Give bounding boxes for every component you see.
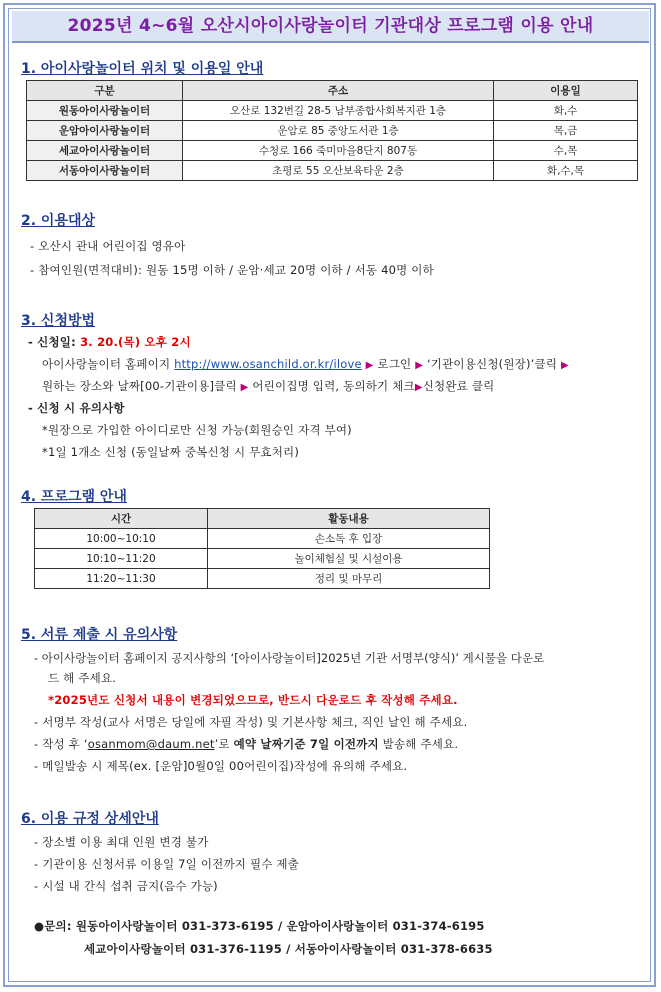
doc-line: - 서명부 작성(교사 서명은 당일에 자필 작성) 및 기본사항 체크, 직인 날인 해 주세요.: [34, 715, 468, 729]
table-row: [35, 569, 490, 589]
table-cell: 수청로 166 죽미마을8단지 807동: [183, 141, 494, 161]
section-1-heading: 1. 아이사랑놀이터 위치 및 이용일 안내: [21, 61, 264, 77]
table-cell: 원동아이사랑놀이터: [27, 101, 183, 121]
rule-line: - 시설 내 간식 섭취 금지(음수 가능): [34, 879, 218, 893]
section-6-heading: 6. 이용 규정 상세안내: [21, 811, 159, 827]
page-title-bar: [12, 11, 649, 43]
contact-line: ●문의: 원동아이사랑놀이터 031-373-6195 / 운암아이사랑놀이터 031-374-6195: [34, 919, 485, 933]
table-row: [27, 141, 638, 161]
table-cell: 10:00~10:10: [35, 529, 208, 549]
table-header-row: [35, 509, 490, 529]
rule-line: - 장소별 이용 최대 인원 변경 불가: [34, 835, 209, 849]
table-cell: 화,수,목: [494, 161, 638, 181]
doc-line: - 작성 후 ‘osanmom@daum.net’로 예약 날짜기준 7일 이전까지 발송해 주세요.: [34, 737, 459, 751]
caution-line: *1일 1개소 신청 (동일날짜 중복신청 시 무효처리): [42, 445, 300, 459]
table-row: [27, 121, 638, 141]
table-cell: 수,목: [494, 141, 638, 161]
page-title: 2025년 4~6월 오산시아이사랑놀이터 기관대상 프로그램 이용 안내: [67, 16, 594, 36]
table-header: 주소: [183, 81, 494, 101]
arrow-icon: ▶: [415, 360, 424, 371]
arrow-icon: ▶: [240, 382, 249, 393]
table-cell: 오산로 132번길 28-5 남부종합사회복지관 1층: [183, 101, 494, 121]
table-cell: 운암로 85 중앙도서관 1층: [183, 121, 494, 141]
table-header: 시간: [35, 509, 208, 529]
section-5-heading: 5. 서류 제출 시 유의사항: [21, 627, 178, 643]
doc-line: - 메일발송 시 제목(ex. [운암]0월0일 00어린이집)작성에 유의해 주세요.: [34, 759, 408, 773]
table-header: 이용일: [494, 81, 638, 101]
caution-heading: - 신청 시 유의사항: [28, 401, 125, 415]
section-2-heading: 2. 이용대상: [21, 213, 96, 229]
table-cell: 운암아이사랑놀이터: [27, 121, 183, 141]
doc-line: 드 해 주세요.: [48, 671, 117, 685]
table-header: 구분: [27, 81, 183, 101]
apply-date-value: 3. 20.(목) 오후 2시: [80, 335, 191, 349]
table-header: 활동내용: [208, 509, 490, 529]
rule-line: - 기관이용 신청서류 이용일 7일 이전까지 필수 제출: [34, 857, 300, 871]
table-cell: 11:20~11:30: [35, 569, 208, 589]
apply-date-line: - 신청일: 3. 20.(목) 오후 2시: [28, 335, 191, 349]
contact-line: 세교아이사랑놀이터 031-376-1195 / 서동아이사랑놀이터 031-378-6635: [84, 942, 493, 956]
doc-line: - 아이사랑놀이터 홈페이지 공지사항의 ‘[아이사랑놀이터]2025년 기관 서명부(양식)’ 게시물을 다운로: [34, 651, 545, 665]
table-row: [27, 101, 638, 121]
table-cell: 화,수: [494, 101, 638, 121]
target-line: - 오산시 관내 어린이집 영유아: [30, 239, 186, 253]
arrow-icon: ▶: [414, 382, 423, 393]
arrow-icon: ▶: [365, 360, 374, 371]
arrow-icon: ▶: [560, 360, 569, 371]
table-cell: 놀이체험실 및 시설이용: [208, 549, 490, 569]
section-4-heading: 4. 프로그램 안내: [21, 489, 127, 505]
table-header-row: [27, 81, 638, 101]
table-cell: 목,금: [494, 121, 638, 141]
program-table: [34, 508, 490, 589]
caution-line: *원장으로 가입한 아이디로만 신청 가능(회원승인 자격 부여): [42, 423, 352, 437]
homepage-link[interactable]: http://www.osanchild.or.kr/ilove: [174, 357, 362, 371]
table-cell: 10:10~11:20: [35, 549, 208, 569]
table-cell: 초평로 55 오산보육타운 2층: [183, 161, 494, 181]
table-cell: 정리 및 마무리: [208, 569, 490, 589]
table-cell: 손소독 후 입장: [208, 529, 490, 549]
apply-step-line-1: 아이사랑놀이터 홈페이지 http://www.osanchild.or.kr/ilove ▶ 로그인 ▶ ‘기관이용신청(원장)’클릭 ▶: [42, 357, 569, 371]
section-3-heading: 3. 신청방법: [21, 313, 96, 329]
target-line: - 참여인원(면적대비): 원동 15명 이하 / 운암·세교 20명 이하 / 서동 40명 이하: [30, 263, 434, 277]
doc-warning: *2025년도 신청서 내용이 변경되었으므로, 반드시 다운로드 후 작성해 주세요.: [48, 693, 458, 707]
table-cell: 세교아이사랑놀이터: [27, 141, 183, 161]
apply-step-line-2: 원하는 장소와 날짜[00-기관이용]클릭 ▶ 어린이집명 입력, 동의하기 체크▶신청완료 클릭: [42, 379, 495, 393]
table-row: [27, 161, 638, 181]
table-row: [35, 549, 490, 569]
email-link[interactable]: osanmom@daum.net: [87, 737, 215, 751]
table-cell: 서동아이사랑놀이터: [27, 161, 183, 181]
location-table: [26, 80, 638, 181]
table-row: [35, 529, 490, 549]
